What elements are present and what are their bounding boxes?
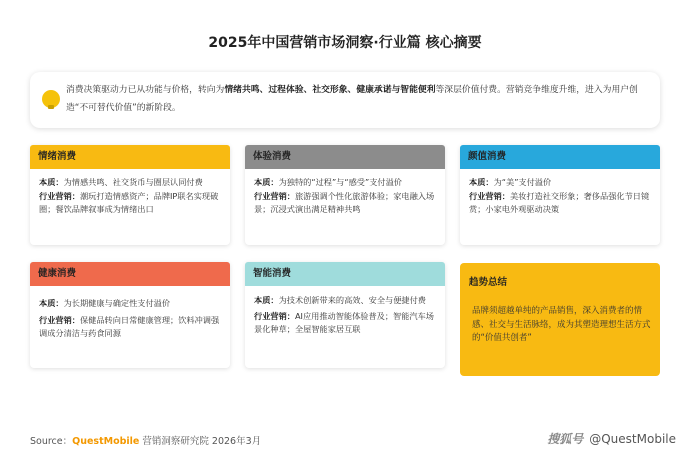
summary-panel <box>30 72 660 128</box>
card-appearance-essence: 本质：为“美”支付溢价 <box>469 177 552 187</box>
card-health <box>30 262 230 368</box>
card-appearance-title: 颜值消费 <box>460 145 660 169</box>
watermark <box>547 430 676 447</box>
source-brand: QuestMobile <box>72 436 140 447</box>
source-line <box>30 433 261 447</box>
card-appearance-marketing: 行业营销：美妆打造社交形象；奢侈品强化节日镜赏；小家电外观驱动决策 <box>469 191 650 214</box>
watermark-prefix: 搜狐号 <box>547 432 584 446</box>
card-experience-marketing: 行业营销：旅游强调个性化旅游体验；家电融入场景；沉浸式演出满足精神共鸣 <box>254 191 435 214</box>
card-emotion-title: 情绪消费 <box>30 145 230 169</box>
card-experience-essence: 本质：为独特的“过程”与“感受”支付溢价 <box>254 177 402 187</box>
summary-segment-3: 等深层价值付费。营销竞争维度升维，进入为用户创造“不可替代价值”的新阶段。 <box>66 85 638 113</box>
summary-segment-1: 消费决策驱动力已从功能与价格，转向为 <box>66 85 225 95</box>
trend-summary-title: 趋势总结 <box>469 277 508 288</box>
card-emotion <box>30 145 230 245</box>
trend-summary-text: 品牌须超越单纯的产品销售，深入消费者的情感、社交与生活脉络，成为其塑造理想生活方式的“价值共创者” <box>472 306 651 343</box>
card-emotion-marketing: 行业营销：潮玩打造情感资产；品牌IP联名实现破圈；餐饮品牌叙事成为情绪出口 <box>39 191 219 214</box>
card-emotion-essence: 本质：为情感共鸣、社交货币与圈层认同付费 <box>39 177 203 187</box>
card-smart <box>245 262 445 368</box>
card-smart-marketing: 行业营销：AI应用推动智能体验普及；智能汽车场景化种草；全屋智能家居互联 <box>254 311 434 334</box>
card-experience-title: 体验消费 <box>245 145 445 169</box>
card-health-title: 健康消费 <box>30 262 230 286</box>
card-appearance <box>460 145 660 245</box>
summary-segment-2: 情绪共鸣、过程体验、社交形象、健康承诺与智能便利 <box>224 85 436 95</box>
source-label: Source： <box>30 436 73 447</box>
card-smart-essence: 本质：为技术创新带来的高效、安全与便捷付费 <box>254 295 426 305</box>
page-title: 2025年中国营销市场洞察·行业篇 核心摘要 <box>208 35 482 51</box>
card-experience <box>245 145 445 245</box>
source-detail: 营销洞察研究院 2026年3月 <box>139 436 262 447</box>
lightbulb-icon <box>42 90 60 108</box>
card-health-essence: 本质：为长期健康与确定性支付溢价 <box>39 298 171 308</box>
summary-text <box>66 81 648 117</box>
card-health-marketing: 行业营销：保健品转向日常健康管理；饮料冲调强调成分清洁与药食同源 <box>39 315 220 338</box>
trend-summary-card <box>460 263 660 376</box>
watermark-text: @QuestMobile <box>589 432 676 446</box>
card-smart-title: 智能消费 <box>245 262 445 286</box>
